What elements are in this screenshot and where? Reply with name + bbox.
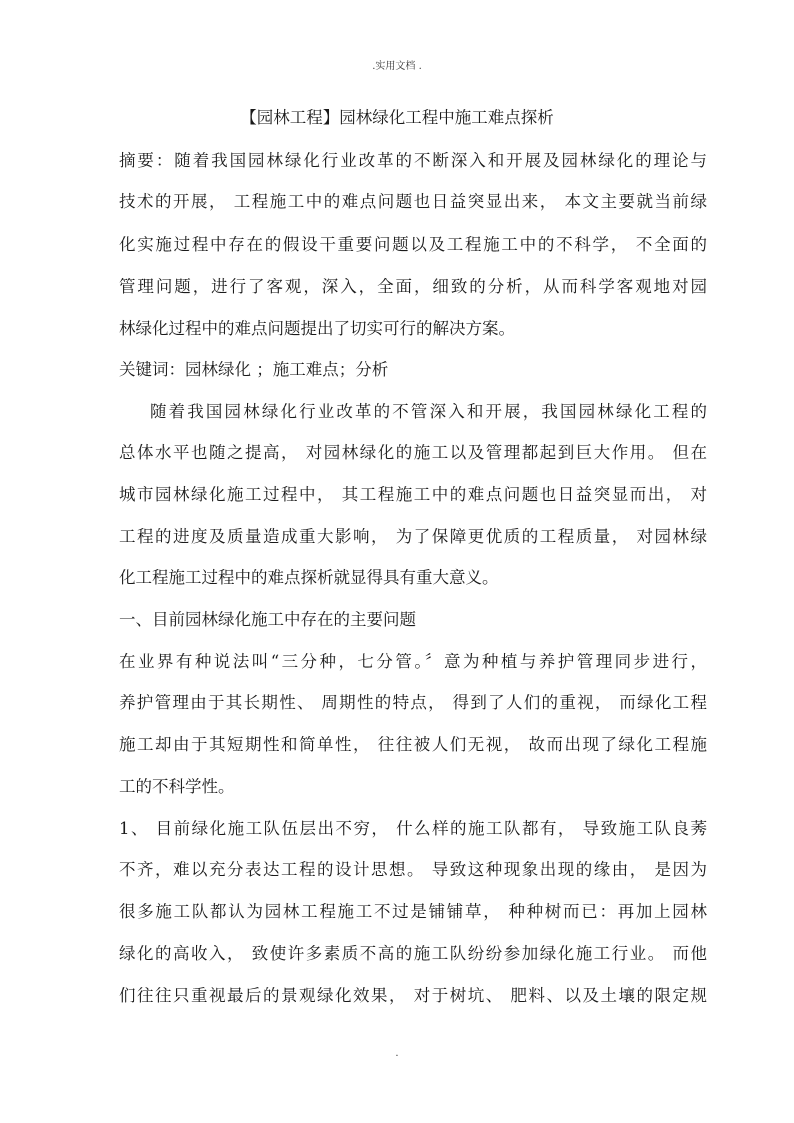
abstract-line-1: 摘要：随着我国园林绿化行业改革的不断深入和开展及园林绿化的理论与 — [119, 151, 707, 170]
item1-line-1: 1、 目前绿化施工队伍层出不穷， 什么样的施工队都有， 导致施工队良莠 — [119, 819, 707, 838]
abstract-line-5: 林绿化过程中的难点问题提出了切实可行的解决方案。 — [119, 319, 515, 338]
section-line-3: 施工却由于其短期性和简单性， 往往被人们无视， 故而出现了绿化工程施 — [119, 735, 707, 754]
abstract-line-4: 管理问题，进行了客观，深入，全面，细致的分析，从而科学客观地对园 — [119, 277, 707, 296]
intro-line-4: 工程的进度及质量造成重大影响， 为了保障更优质的工程质量， 对园林绿 — [119, 527, 707, 546]
intro-line-1: 随着我国园林绿化行业改革的不管深入和开展，我国园林绿化工程的 — [150, 402, 707, 421]
intro-line-3: 城市园林绿化施工过程中， 其工程施工中的难点问题也日益突显而出， 对 — [119, 485, 707, 504]
header-note: .实用文档 . — [372, 61, 422, 72]
section-line-2: 养护管理由于其长期性、 周期性的特点， 得到了人们的重视， 而绿化工程 — [119, 693, 707, 712]
keywords-line: 关键词：园林绿化 ；施工难点；分析 — [119, 360, 389, 379]
intro-line-5: 化工程施工过程中的难点探析就显得具有重大意义。 — [119, 568, 499, 587]
footer-dot: . — [395, 1048, 399, 1059]
intro-line-2: 总体水平也随之提高， 对园林绿化的施工以及管理都起到巨大作用。 但在 — [119, 443, 707, 462]
section-heading: 一、目前园林绿化施工中存在的主要问题 — [119, 610, 416, 629]
item1-line-5: 们往往只重视最后的景观绿化效果， 对于树坑、 肥料、以及土壤的限定规 — [119, 986, 707, 1005]
item1-line-2: 不齐，难以充分表达工程的设计思想。 导致这种现象出现的缘由， 是因为 — [119, 860, 707, 879]
document-title: 【园林工程】园林绿化工程中施工难点探析 — [240, 108, 554, 127]
abstract-line-3: 化实施过程中存在的假设干重要问题以及工程施工中的不科学， 不全面的 — [119, 235, 707, 254]
item1-line-4: 绿化的高收入， 致使许多素质不高的施工队纷纷参加绿化施工行业。 而他 — [119, 944, 707, 963]
section-line-4: 工的不科学性。 — [119, 777, 235, 796]
abstract-line-2: 技术的开展， 工程施工中的难点问题也日益突显出来， 本文主要就当前绿 — [119, 192, 707, 211]
section-line-1: 在业界有种说法叫“三分种，七分管。〞意为种植与养护管理同步进行， — [119, 652, 707, 671]
item1-line-3: 很多施工队都认为园林工程施工不过是铺铺草， 种种树而已：再加上园林 — [119, 902, 707, 921]
